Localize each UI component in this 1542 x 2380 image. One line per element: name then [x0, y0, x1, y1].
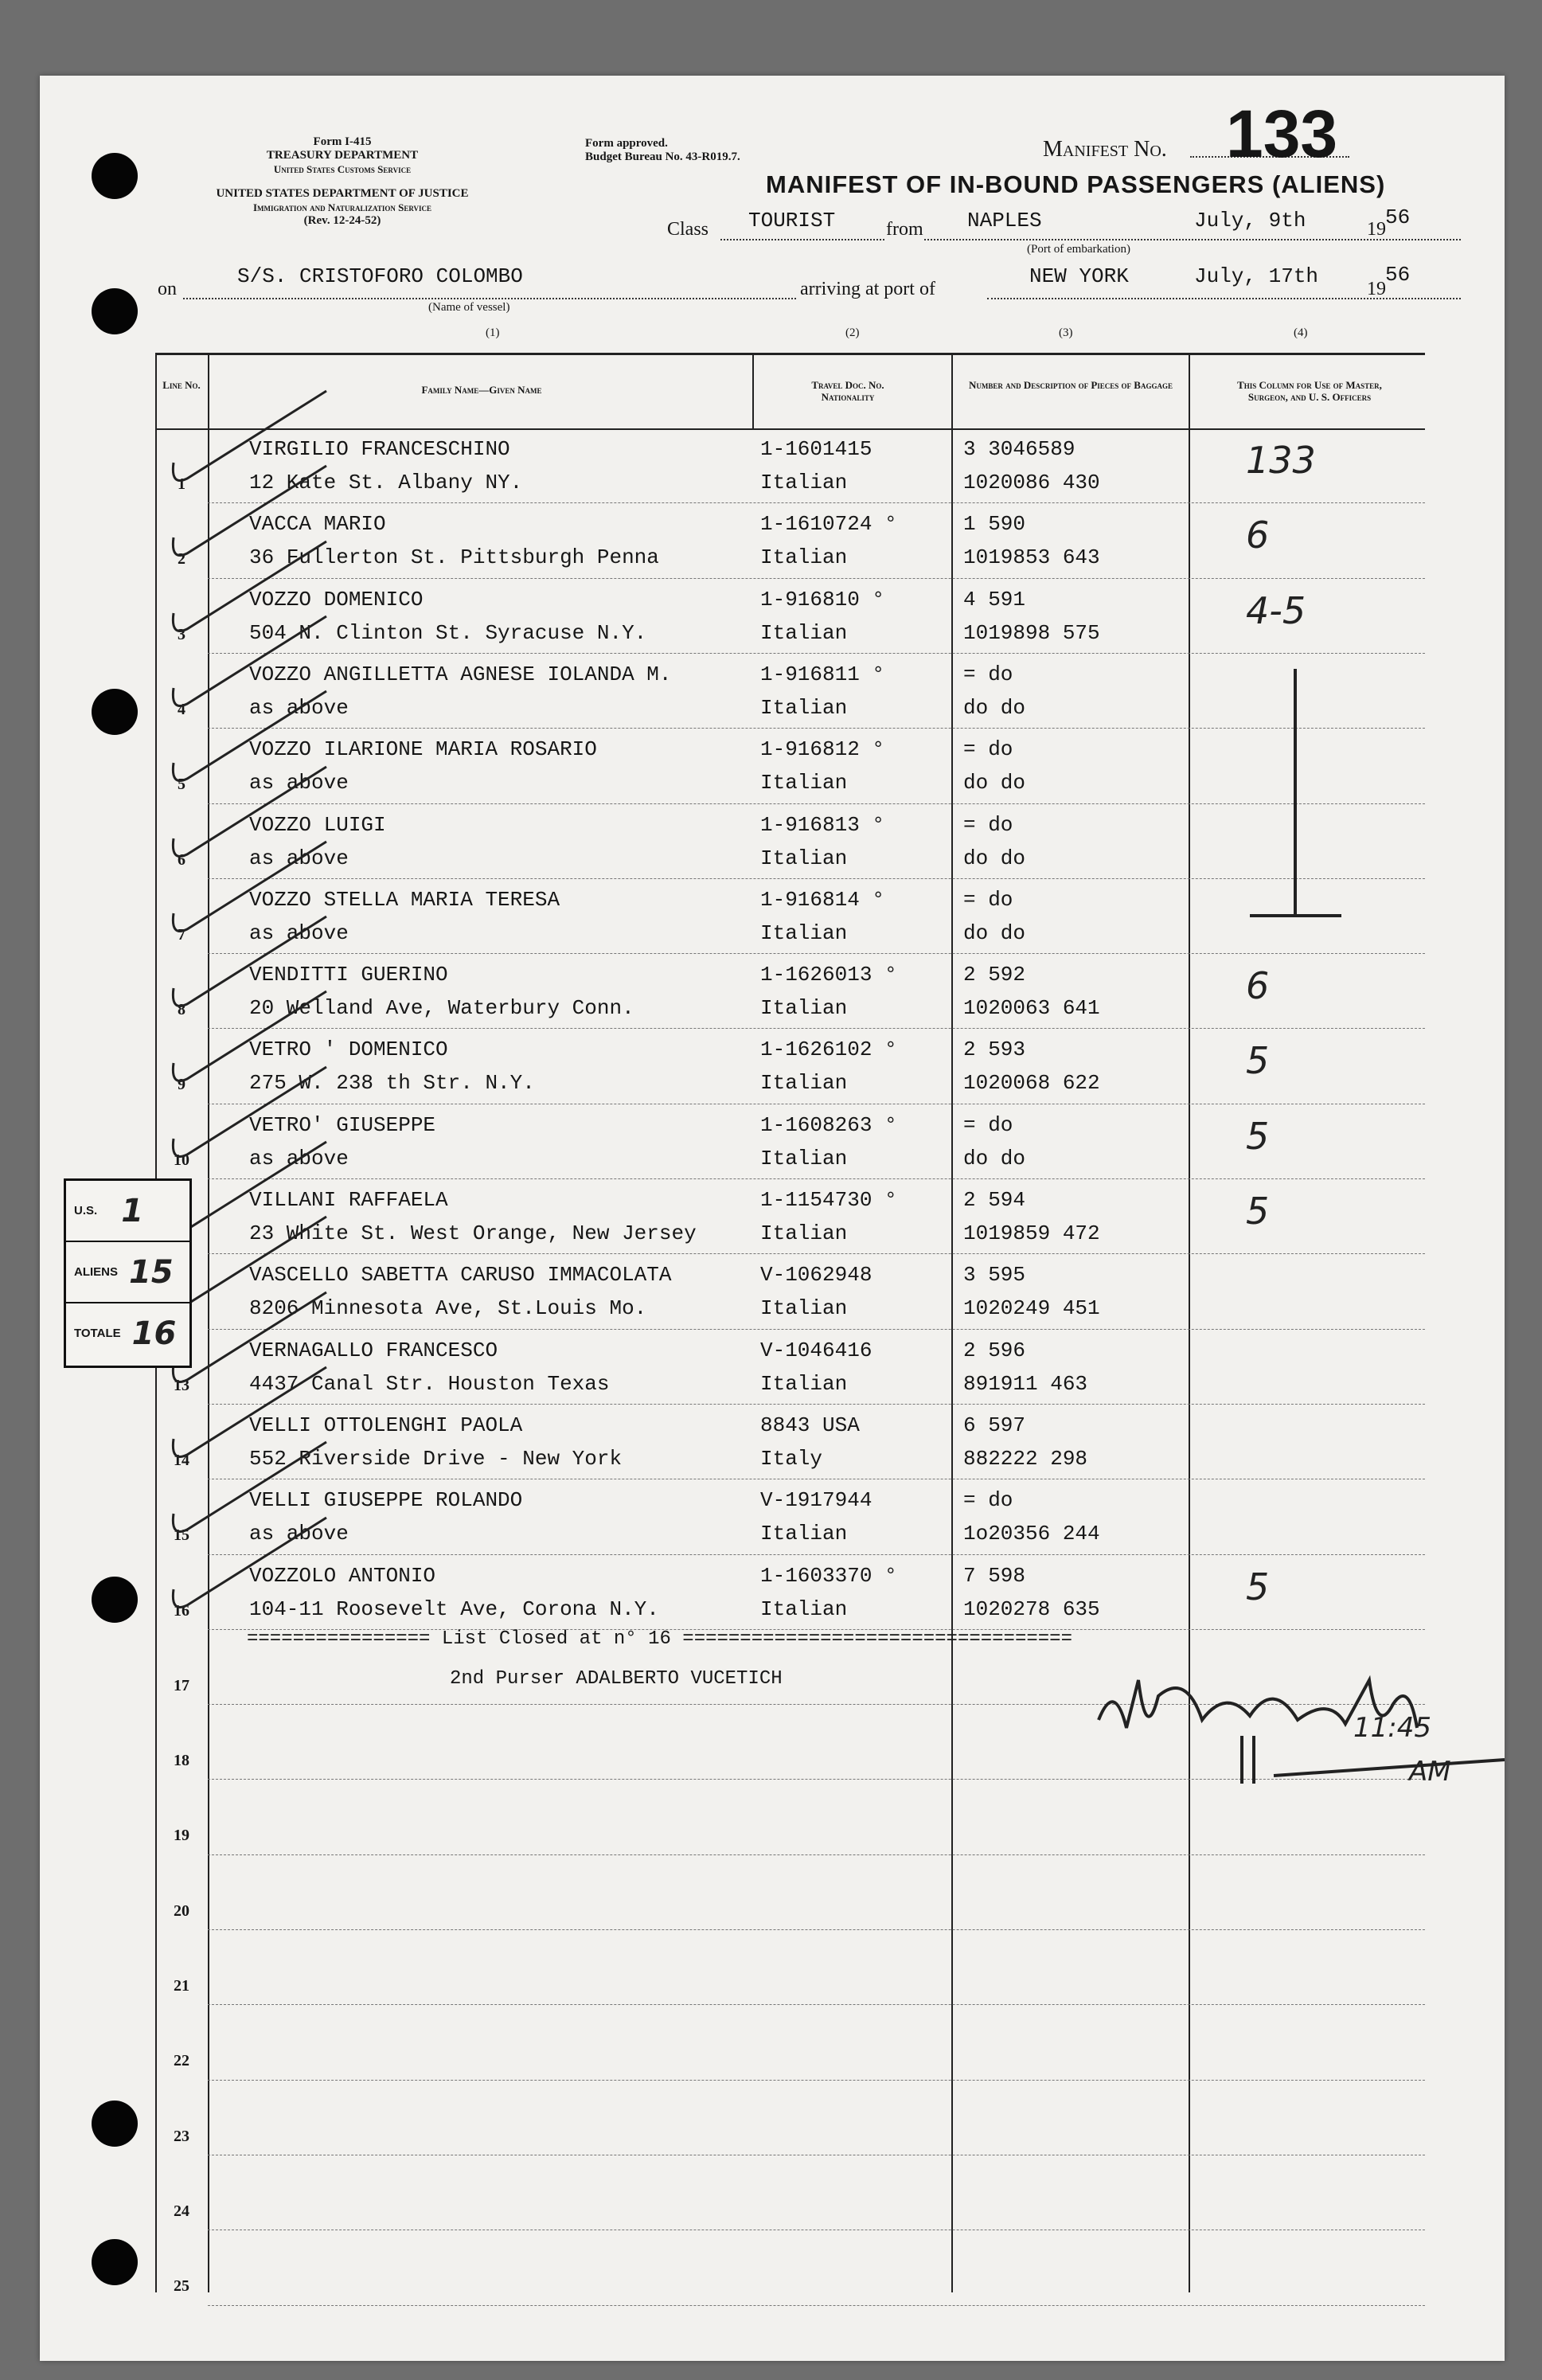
line-number: 25 [174, 2277, 189, 2296]
travel-doc-number: 1-1626013 ° [760, 963, 897, 987]
nationality: Italian [760, 1296, 848, 1321]
travel-doc-number: 1-916813 ° [760, 812, 885, 837]
travel-doc-number: 8843 USA [760, 1413, 860, 1437]
passenger-address: as above [249, 771, 349, 795]
officer-mark: 5 [1246, 1114, 1270, 1158]
baggage-ticket: do do [963, 695, 1026, 720]
header-travel-doc: Travel Doc. No. Nationality [811, 379, 884, 403]
row-divider [208, 878, 1425, 879]
col-number-4: (4) [1294, 326, 1308, 339]
baggage-ticket: 1020278 635 [963, 1596, 1100, 1621]
justice-dept: UNITED STATES DEPARTMENT OF JUSTICE [216, 187, 469, 200]
baggage-ticket: do do [963, 1146, 1026, 1170]
line-number: 5 [178, 776, 185, 794]
travel-doc-number: 1-1154730 ° [760, 1188, 897, 1212]
travel-doc-number: 1-916812 ° [760, 737, 885, 762]
check-mark [167, 889, 247, 937]
line-number: 17 [174, 1676, 189, 1694]
line-number: 24 [174, 2202, 189, 2220]
col-divider [1189, 355, 1190, 2292]
line-number: 9 [178, 1076, 185, 1094]
stamp-aliens [66, 1242, 189, 1303]
passenger-name: VOZZOLO ANTONIO [249, 1563, 436, 1588]
row-divider [208, 1253, 1425, 1254]
stamp-aliens-value: 15 [129, 1253, 174, 1291]
nationality: Italian [760, 1596, 848, 1621]
stamp-total [66, 1303, 189, 1363]
passenger-address: as above [249, 695, 349, 720]
baggage-count: = do [963, 662, 1013, 686]
line-number: 20 [174, 1901, 189, 1920]
row-divider [208, 1554, 1425, 1555]
line-number: 23 [174, 2127, 189, 2145]
passenger-address: 4437 Canal Str. Houston Texas [249, 1371, 610, 1396]
line-number: 1 [178, 475, 185, 493]
arrival-date: July, 17th [1194, 264, 1319, 288]
nationality: Italian [760, 771, 848, 795]
nationality: Italian [760, 620, 848, 645]
baggage-ticket: do do [963, 920, 1026, 945]
list-closed-line: ================ List Closed at n° 16 ================================== [247, 1628, 1072, 1650]
row-divider [208, 803, 1425, 804]
line-number: 22 [174, 2052, 189, 2070]
line-number: 19 [174, 1827, 189, 1845]
passenger-address: as above [249, 920, 349, 945]
baggage-count: = do [963, 1488, 1013, 1513]
nationality: Italian [760, 846, 848, 870]
col-divider [208, 355, 209, 2292]
arrival-year: 56 [1385, 263, 1411, 287]
col-number-1: (1) [486, 326, 500, 339]
passenger-name: VELLI GIUSEPPE ROLANDO [249, 1488, 523, 1513]
line-number: 21 [174, 1977, 189, 1995]
row-divider [208, 2080, 1425, 2081]
line-number: 18 [174, 1752, 189, 1770]
check-mark [167, 664, 247, 712]
punch-hole [92, 288, 138, 334]
nationality: Italian [760, 1522, 848, 1546]
passenger-name: VOZZO DOMENICO [249, 587, 424, 612]
check-mark [167, 1490, 247, 1538]
officer-mark: 6 [1246, 964, 1270, 1008]
passenger-address: 552 Riverside Drive - New York [249, 1446, 623, 1471]
baggage-ticket: 891911 463 [963, 1371, 1088, 1396]
stamp-total-label: TOTALE [74, 1327, 121, 1340]
officer-mark: 4-5 [1246, 588, 1306, 632]
purser-line: 2nd Purser ADALBERTO VUCETICH [450, 1668, 783, 1690]
line-number: 14 [174, 1451, 189, 1469]
check-mark [167, 439, 247, 487]
line-number: 4 [178, 700, 185, 718]
vessel-name: S/S. CRISTOFORO COLOMBO [237, 264, 523, 288]
officer-mark: 5 [1246, 1039, 1270, 1083]
check-mark [167, 1039, 247, 1087]
manifest-number-label: Manifest No. [1043, 137, 1167, 162]
baggage-ticket: 1o20356 244 [963, 1522, 1100, 1546]
passenger-name: VIRGILIO FRANCESCHINO [249, 437, 510, 461]
baggage-count: 2 594 [963, 1188, 1026, 1212]
baggage-ticket: 1019898 575 [963, 620, 1100, 645]
baggage-ticket: 1020086 430 [963, 471, 1100, 494]
punch-hole [92, 1577, 138, 1623]
document-title: MANIFEST OF IN-BOUND PASSENGERS (ALIENS) [766, 170, 1386, 198]
line-number: 6 [178, 850, 185, 869]
passenger-name: VETRO' GIUSEPPE [249, 1112, 436, 1137]
baggage-count: 1 590 [963, 512, 1026, 537]
passenger-address: as above [249, 1146, 349, 1170]
punch-hole [92, 2239, 138, 2285]
punch-hole [92, 153, 138, 199]
line-number: 13 [174, 1376, 189, 1394]
baggage-ticket: do do [963, 846, 1026, 870]
row-divider [208, 953, 1425, 954]
travel-doc-number: 1-916810 ° [760, 587, 885, 612]
row-divider [208, 1854, 1425, 1855]
baggage-count: = do [963, 887, 1013, 912]
passenger-name: VERNAGALLO FRANCESCO [249, 1338, 498, 1362]
nationality: Italian [760, 695, 848, 720]
from-label: from [886, 219, 923, 240]
header-line-no: Line No. [162, 379, 201, 391]
header-baggage: Number and Description of Pieces of Baggage [969, 379, 1173, 391]
baggage-count: 7 598 [963, 1563, 1026, 1588]
passenger-address: 36 Fullerton St. Pittsburgh Penna [249, 545, 659, 570]
punch-hole [92, 2101, 138, 2147]
officer-mark: 133 [1246, 439, 1316, 482]
budget-bureau: Budget Bureau No. 43-R019.7. [585, 150, 740, 163]
line-number: 8 [178, 1001, 185, 1019]
check-mark [167, 589, 247, 637]
line-number: 10 [174, 1151, 189, 1169]
line-number: 2 [178, 550, 185, 569]
bracket-line [1294, 669, 1297, 916]
stamp-aliens-label: ALIENS [74, 1265, 119, 1279]
totals-stamp [64, 1178, 192, 1368]
passenger-name: VETRO ' DOMENICO [249, 1038, 448, 1062]
nationality: Italian [760, 1146, 848, 1170]
form-approved: Form approved. [585, 137, 668, 150]
line-number: 16 [174, 1601, 189, 1620]
arrival-port: NEW YORK [1029, 264, 1129, 288]
class-value: TOURIST [748, 209, 836, 233]
travel-doc-number: 1-1608263 ° [760, 1112, 897, 1137]
embark-date: July, 9th [1194, 209, 1306, 233]
arrival-year-prefix: 19 [1367, 279, 1386, 299]
form-approved-block [585, 137, 740, 164]
bracket-foot [1250, 914, 1341, 917]
row-divider [208, 2004, 1425, 2005]
nationality: Italian [760, 471, 848, 494]
travel-doc-number: 1-916814 ° [760, 887, 885, 912]
baggage-count: 2 592 [963, 963, 1026, 987]
passenger-address: 12 Kate St. Albany NY. [249, 471, 523, 494]
header-left-block [155, 135, 529, 228]
baggage-ticket: do do [963, 771, 1026, 795]
baggage-count: 2 596 [963, 1338, 1026, 1362]
embark-year: 56 [1385, 205, 1411, 229]
stamp-us [66, 1181, 189, 1242]
line-number: 3 [178, 625, 185, 643]
row-divider [208, 1178, 1425, 1179]
travel-doc-number: V-1046416 [760, 1338, 872, 1362]
manifest-number: 133 [1226, 96, 1338, 171]
baggage-ticket: 1020249 451 [963, 1296, 1100, 1321]
header-name: Family Name—Given Name [421, 384, 542, 396]
nationality: Italian [760, 920, 848, 945]
baggage-count: = do [963, 737, 1013, 762]
nationality: Italy [760, 1446, 823, 1471]
passenger-address: 20 Welland Ave, Waterbury Conn. [249, 996, 634, 1021]
class-label: Class [667, 219, 709, 240]
travel-doc-number: 1-1601415 [760, 437, 872, 461]
travel-doc-number: 1-1626102 ° [760, 1038, 897, 1062]
check-mark [167, 1565, 247, 1613]
passenger-name: VOZZO ANGILLETTA AGNESE IOLANDA M. [249, 662, 672, 686]
baggage-ticket: 1020068 622 [963, 1071, 1100, 1096]
passenger-address: 23 White St. West Orange, New Jersey [249, 1221, 697, 1245]
passenger-table [155, 353, 1425, 2296]
col-number-3: (3) [1059, 326, 1073, 339]
vessel-dots [183, 298, 796, 299]
arriving-label: arriving at port of [800, 279, 935, 299]
on-label: on [158, 279, 177, 299]
nationality: Italian [760, 545, 848, 570]
signature-time: 11:45 [1353, 1712, 1431, 1744]
class-dots [720, 239, 1461, 240]
row-divider [208, 1329, 1425, 1330]
col-divider [752, 355, 754, 429]
baggage-ticket: 1019859 472 [963, 1221, 1100, 1245]
passenger-address: 104-11 Roosevelt Ave, Corona N.Y. [249, 1596, 659, 1621]
passenger-address: as above [249, 846, 349, 870]
officer-mark: 5 [1246, 1190, 1270, 1233]
baggage-count: = do [963, 1112, 1013, 1137]
passenger-address: 8206 Minnesota Ave, St.Louis Mo. [249, 1296, 647, 1321]
passenger-name: VACCA MARIO [249, 512, 386, 537]
passenger-address: as above [249, 1522, 349, 1546]
row-divider [208, 1028, 1425, 1029]
travel-doc-number: 1-1610724 ° [760, 512, 897, 537]
line-number: 15 [174, 1526, 189, 1545]
punch-hole [92, 689, 138, 735]
check-mark [167, 1115, 247, 1163]
travel-doc-number: 1-1603370 ° [760, 1563, 897, 1588]
passenger-name: VENDITTI GUERINO [249, 963, 448, 987]
passenger-name: VOZZO LUIGI [249, 812, 386, 837]
baggage-count: 3 595 [963, 1263, 1026, 1288]
passenger-address: 275 W. 238 th Str. N.Y. [249, 1071, 535, 1096]
baggage-count: 2 593 [963, 1038, 1026, 1062]
passenger-name: VOZZO ILARIONE MARIA ROSARIO [249, 737, 597, 762]
officer-mark: 6 [1246, 514, 1270, 557]
check-mark [167, 964, 247, 1012]
officer-mark: 5 [1246, 1565, 1270, 1608]
port-embark-caption: (Port of embarkation) [1027, 243, 1130, 256]
baggage-count: = do [963, 812, 1013, 837]
row-divider [208, 653, 1425, 654]
arrival-dots [987, 298, 1461, 299]
passenger-name: VELLI OTTOLENGHI PAOLA [249, 1413, 523, 1437]
customs-service: United States Customs Service [273, 163, 412, 175]
col-number-2: (2) [845, 326, 860, 339]
row-divider [208, 578, 1425, 579]
check-mark [167, 739, 247, 787]
form-number: Form I-415 [313, 135, 372, 148]
row-divider [208, 502, 1425, 503]
treasury-dept: TREASURY DEPARTMENT [266, 149, 419, 162]
baggage-ticket: 1020063 641 [963, 996, 1100, 1021]
baggage-count: 3 3046589 [963, 437, 1075, 461]
baggage-ticket: 1019853 643 [963, 545, 1100, 570]
row-divider [208, 728, 1425, 729]
check-mark [167, 1415, 247, 1463]
revision: (Rev. 12-24-52) [303, 214, 381, 227]
baggage-ticket: 882222 298 [963, 1446, 1088, 1471]
year-prefix: 19 [1367, 219, 1386, 240]
ins-service: Immigration and Naturalization Service [252, 201, 432, 213]
baggage-count: 4 591 [963, 587, 1026, 612]
travel-doc-number: 1-916811 ° [760, 662, 885, 686]
stamp-total-value: 16 [131, 1315, 177, 1352]
baggage-count: 6 597 [963, 1413, 1026, 1437]
passenger-name: VASCELLO SABETTA CARUSO IMMACOLATA [249, 1263, 672, 1288]
row-divider [208, 1929, 1425, 1930]
row-divider [208, 1404, 1425, 1405]
travel-doc-number: V-1062948 [760, 1263, 872, 1288]
check-mark [167, 514, 247, 561]
passenger-name: VILLANI RAFFAELA [249, 1188, 448, 1212]
signature-period: AM [1409, 1756, 1451, 1788]
passenger-name: VOZZO STELLA MARIA TERESA [249, 887, 560, 912]
embark-port: NAPLES [967, 209, 1042, 233]
check-mark [167, 815, 247, 862]
vessel-caption: (Name of vessel) [428, 301, 510, 314]
header-bottom-rule [155, 428, 1425, 430]
row-divider [208, 2305, 1425, 2306]
nationality: Italian [760, 996, 848, 1021]
line-number: 7 [178, 925, 185, 944]
stamp-us-value: 1 [121, 1192, 144, 1229]
nationality: Italian [760, 1371, 848, 1396]
col-divider [951, 355, 953, 2292]
nationality: Italian [760, 1221, 848, 1245]
header-officers: This Column for Use of Master, Surgeon, and U. S. Officers [1237, 379, 1382, 403]
passenger-address: 504 N. Clinton St. Syracuse N.Y. [249, 620, 647, 645]
travel-doc-number: V-1917944 [760, 1488, 872, 1513]
nationality: Italian [760, 1071, 848, 1096]
stamp-us-label: U.S. [74, 1204, 98, 1217]
